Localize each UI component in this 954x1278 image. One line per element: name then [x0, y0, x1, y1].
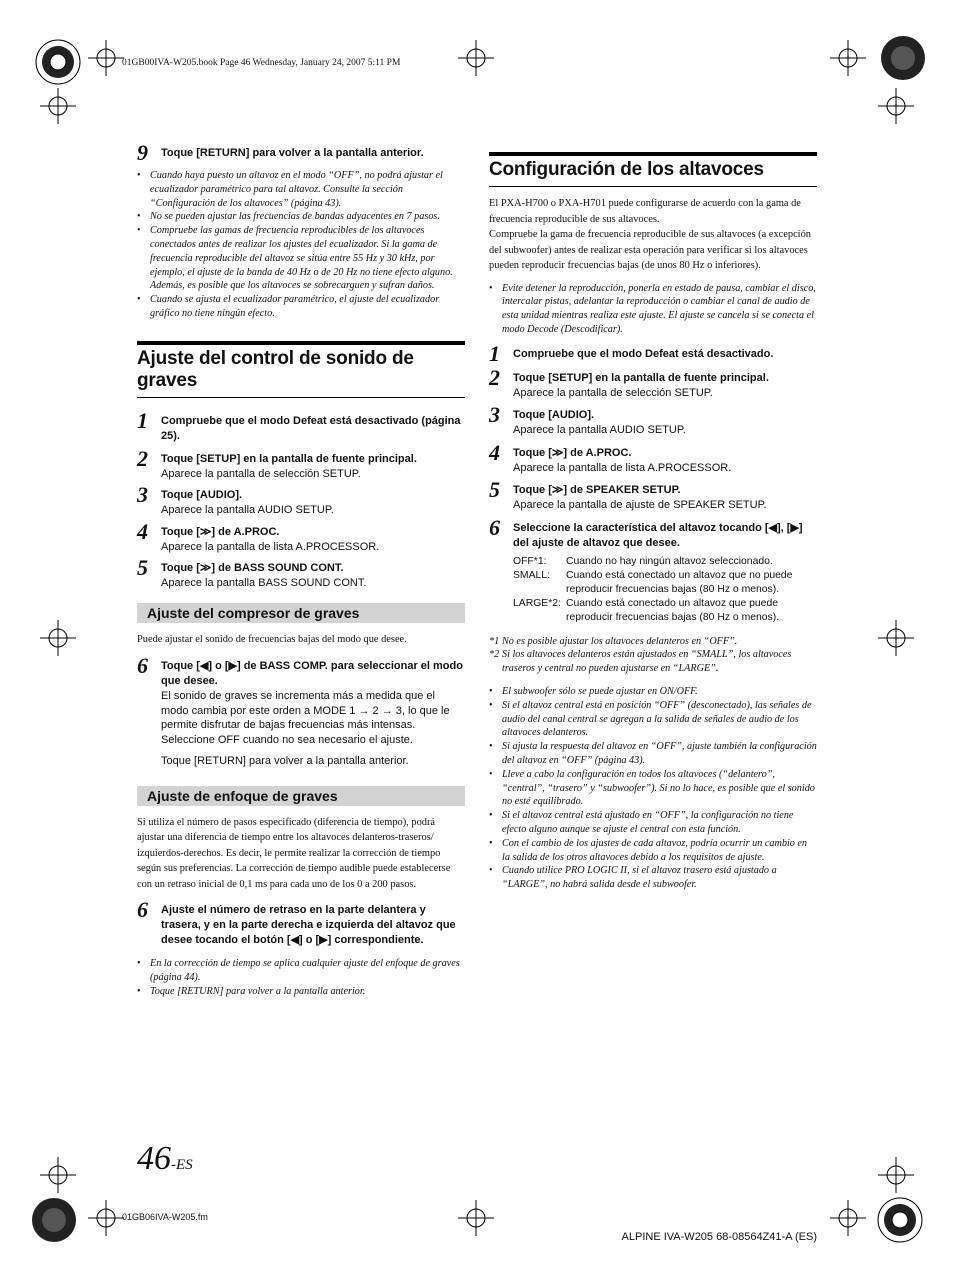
crosshair-mark	[830, 40, 866, 76]
page-suffix: -ES	[171, 1157, 193, 1173]
note-item: • El subwoofer sólo se puede ajustar en ON/OFF.	[489, 685, 817, 699]
step-text: Compruebe que el modo Defeat está desactivado (página 25).	[161, 414, 461, 442]
registration-mark	[875, 30, 931, 86]
subsection-body: Puede ajustar el sonido de frecuencias bajas del modo que desee.	[137, 633, 407, 645]
step-4	[137, 518, 465, 555]
step-result: Aparece la pantalla de ajuste de SPEAKER SETUP.	[513, 499, 767, 512]
step-text: Compruebe que el modo Defeat está desactivado.	[513, 347, 774, 360]
step-result: Aparece la pantalla de lista A.PROCESSOR.	[161, 540, 380, 553]
step-number: 6	[137, 653, 148, 679]
step-number: 9	[137, 140, 148, 165]
note-item: • No se pueden ajustar las frecuencias de bandas adyacentes en 7 pasos.	[137, 210, 465, 224]
step-result: El sonido de graves se incrementa más a medida que el modo cambia por este orden a MODE 1 → 2 → 3, lo que le permite disfrutar de bajas frecuencias más intensas. Seleccione OFF cuando no sea necesario el ajuste.	[161, 690, 450, 746]
step-result: Aparece la pantalla BASS SOUND CONT.	[161, 577, 367, 590]
step-number: 5	[137, 555, 148, 581]
step-text: Toque [AUDIO].	[513, 409, 595, 422]
step-9	[137, 140, 465, 165]
definition-row	[513, 555, 817, 569]
footnote-text: Si los altavoces delanteros están ajustados en “SMALL”, los altavoces traseros y central no pueden ajustarse en “LARGE”.	[502, 649, 792, 675]
step-number: 6	[137, 897, 148, 923]
crosshair-mark	[40, 88, 76, 124]
definition-term: OFF*1:	[513, 555, 547, 567]
note-item: • Si el altavoz central está en posición “OFF” (desconectado), las señales de audio del canal central se agregan a la salida de señales de audio de los altavoces delanteros.	[489, 699, 817, 740]
step-result: Aparece la pantalla AUDIO SETUP.	[513, 424, 686, 437]
step-6	[489, 514, 817, 625]
step-result: Aparece la pantalla de lista A.PROCESSOR.	[513, 461, 732, 474]
step-5	[489, 477, 817, 513]
step-number: 1	[489, 340, 500, 366]
note-item: • Con el cambio de los ajustes de cada altavoz, podría ocurrir un cambio en la salida de los otros altavoces debido a los requisitos de ajuste.	[489, 837, 817, 865]
subsection-body: Si utiliza el número de pasos especificado (diferencia de tiempo), podrá ajustar una diferencia de tiempo entre los altavoces delanteros-traseros/ izquierdos-derechos. Es decir, le permite realizar la corrección de tiempo según sus preferencias. La corrección de tiempo audible puede establecerse con un retraso inicial de 0,1 ms para cada uno de los 0 a 200 pasos.	[137, 816, 451, 890]
step-text: Toque [RETURN] para volver a la pantalla anterior.	[161, 147, 424, 159]
footnote	[489, 648, 817, 676]
step-text: Ajuste el número de retraso en la parte delantera y trasera, y en la parte derecha e izquierda del altavoz que desee tocando el botón [◀] o [▶] correspondiente.	[161, 904, 456, 947]
definition-term: LARGE*2:	[513, 597, 561, 609]
crosshair-mark	[88, 40, 124, 76]
intro-paragraph: El PXA-H700 o PXA-H701 puede configurarse de acuerdo con la gama de frecuencia reproducible de sus altavoces.	[489, 198, 801, 225]
footnote	[489, 635, 817, 649]
crosshair-mark	[878, 620, 914, 656]
step-result: Aparece la pantalla AUDIO SETUP.	[161, 504, 334, 517]
step-6-focus	[137, 897, 465, 948]
step-5	[137, 555, 465, 591]
note-item: • Si ajusta la respuesta del altavoz en “OFF”, ajuste también la configuración del altavoz en “OFF” (página 43).	[489, 740, 817, 768]
notes-top	[137, 169, 465, 321]
step-number: 2	[137, 445, 148, 471]
crosshair-mark	[458, 1200, 494, 1236]
crosshair-mark	[878, 88, 914, 124]
step-text: Toque [≫] de BASS SOUND CONT.	[161, 562, 344, 575]
notes-bottom	[137, 957, 465, 998]
step-number: 6	[489, 514, 500, 540]
speaker-definitions	[513, 555, 817, 625]
page-number	[137, 1140, 193, 1178]
registration-mark	[26, 1192, 82, 1248]
step-3	[137, 482, 465, 518]
step-result: Aparece la pantalla de selección SETUP.	[161, 467, 361, 480]
step-2	[137, 445, 465, 482]
section-title-bass: Ajuste del control de sonido de graves	[137, 341, 465, 398]
step-result: Toque [RETURN] para volver a la pantalla anterior.	[161, 755, 409, 768]
step-number: 3	[137, 482, 148, 508]
step-number: 1	[137, 407, 148, 433]
left-column	[137, 140, 465, 999]
crosshair-mark	[878, 1157, 914, 1193]
step-3	[489, 402, 817, 438]
step-result: Aparece la pantalla de selección SETUP.	[513, 386, 713, 399]
header-info: 01GB00IVA-W205.book Page 46 Wednesday, January 24, 2007 5:11 PM	[122, 58, 401, 68]
footnotes	[489, 635, 817, 676]
section-title-speakers: Configuración de los altavoces	[489, 152, 817, 187]
step-6-compressor	[137, 653, 465, 769]
note-item: • Lleve a cabo la configuración en todos los altavoces (“delantero”, “central”, “trasero” y “subwoofer”). Si no lo hace, es posible que el sonido no esté equilibrado.	[489, 768, 817, 809]
step-text: Toque [≫] de A.PROC.	[161, 525, 280, 538]
subsection-title-compressor: Ajuste del compresor de graves	[137, 603, 465, 623]
step-number: 5	[489, 477, 500, 503]
crosshair-mark	[40, 620, 76, 656]
step-number: 3	[489, 402, 500, 428]
step-number: 4	[489, 439, 500, 465]
crosshair-mark	[830, 1200, 866, 1236]
step-4	[489, 439, 817, 476]
step-2	[489, 364, 817, 401]
definition-row	[513, 569, 817, 597]
intro-paragraph: Compruebe la gama de frecuencia reproducible de sus altavoces (a excepción del subwoofer) antes de realizar esta operación para verificar si los altavoces pueden reproducir frecuencias bajas (de unos 80 Hz o inferiores).	[489, 229, 811, 271]
footnote-mark: *2	[489, 649, 500, 661]
note-item: • Si el altavoz central está ajustado en “OFF”, la configuración no tiene efecto alguno aunque se ajuste el central con esta función.	[489, 809, 817, 837]
step-text: Toque [SETUP] en la pantalla de fuente principal.	[513, 371, 769, 384]
note-item: • Evite detener la reproducción, ponerla en estado de pausa, cambiar el disco, intercalar pistas, adelantar la reproducción o cambiar el canal de audio de esta unidad mientras realiza este ajuste. El ajuste se cancela si se conecta el modo Decode (Descodificar).	[489, 282, 817, 337]
note-item: • En la corrección de tiempo se aplica cualquier ajuste del enfoque de graves (página 44).	[137, 957, 465, 985]
crosshair-mark	[458, 40, 494, 76]
step-text: Toque [SETUP] en la pantalla de fuente principal.	[161, 452, 417, 465]
step-1	[137, 407, 465, 444]
right-column	[489, 152, 817, 892]
step-1	[489, 340, 817, 366]
step-text: Seleccione la característica del altavoz tocando [◀], [▶] del ajuste de altavoz que desee.	[513, 521, 803, 549]
definition-desc: Cuando no hay ningún altavoz seleccionado.	[566, 555, 773, 567]
crosshair-mark	[88, 1200, 124, 1236]
note-item: • Compruebe las gamas de frecuencia reproducibles de los altavoces conectados antes de realizar los ajustes del ecualizador. Si la gama de frecuencia reproducible del altavoz se sitúa entre 55 Hz y 30 kHz, por ejemplo, el ajuste de la banda de 40 Hz o de 20 Hz no tiene efecto alguno. Además, es posible que los altavoces se sobrecarguen y sufran daños.	[137, 224, 465, 293]
subsection-title-focus: Ajuste de enfoque de graves	[137, 786, 465, 806]
footer-code: ALPINE IVA-W205 68-08564Z41-A (ES)	[621, 1231, 817, 1243]
crosshair-mark	[40, 1157, 76, 1193]
registration-mark	[872, 1192, 928, 1248]
step-text: Toque [≫] de A.PROC.	[513, 446, 632, 459]
notes-right	[489, 685, 817, 892]
registration-mark	[30, 34, 86, 90]
step-number: 4	[137, 518, 148, 544]
note-item: • Toque [RETURN] para volver a la pantalla anterior.	[137, 985, 465, 999]
bass-steps	[137, 407, 465, 591]
speaker-steps	[489, 340, 817, 625]
footnote-mark: *1	[489, 635, 500, 647]
step-number: 2	[489, 364, 500, 390]
note-item: • Cuando se ajusta el ecualizador paramétrico, el ajuste del ecualizador gráfico no tiene ningún efecto.	[137, 293, 465, 321]
page-number-value: 46	[137, 1140, 171, 1177]
footer-file: 01GB06IVA-W205.fm	[122, 1212, 208, 1222]
footnote-text: No es posible ajustar los altavoces delanteros en “OFF”.	[502, 635, 738, 647]
definition-desc: Cuando está conectado un altavoz que puede reproducir frecuencias bajas (80 Hz o menos).	[566, 597, 780, 623]
note-item: • Cuando utilice PRO LOGIC II, si el altavoz trasero está ajustado a “LARGE”, no habrá salida desde el subwoofer.	[489, 864, 817, 892]
step-text: Toque [AUDIO].	[161, 489, 243, 502]
step-text: Toque [◀] o [▶] de BASS COMP. para seleccionar el modo que desee.	[161, 660, 463, 688]
step-text: Toque [≫] de SPEAKER SETUP.	[513, 484, 681, 497]
note-item: • Cuando haya puesto un altavoz en el modo “OFF”, no podrá ajustar el ecualizador paramétrico para tal altavoz. Consulte la sección “Configuración de los altavoces” (página 43).	[137, 169, 465, 210]
definition-desc: Cuando está conectado un altavoz que no puede reproducir frecuencias bajas (80 Hz o menos).	[566, 569, 793, 595]
definition-row	[513, 597, 817, 625]
definition-term: SMALL:	[513, 569, 550, 581]
